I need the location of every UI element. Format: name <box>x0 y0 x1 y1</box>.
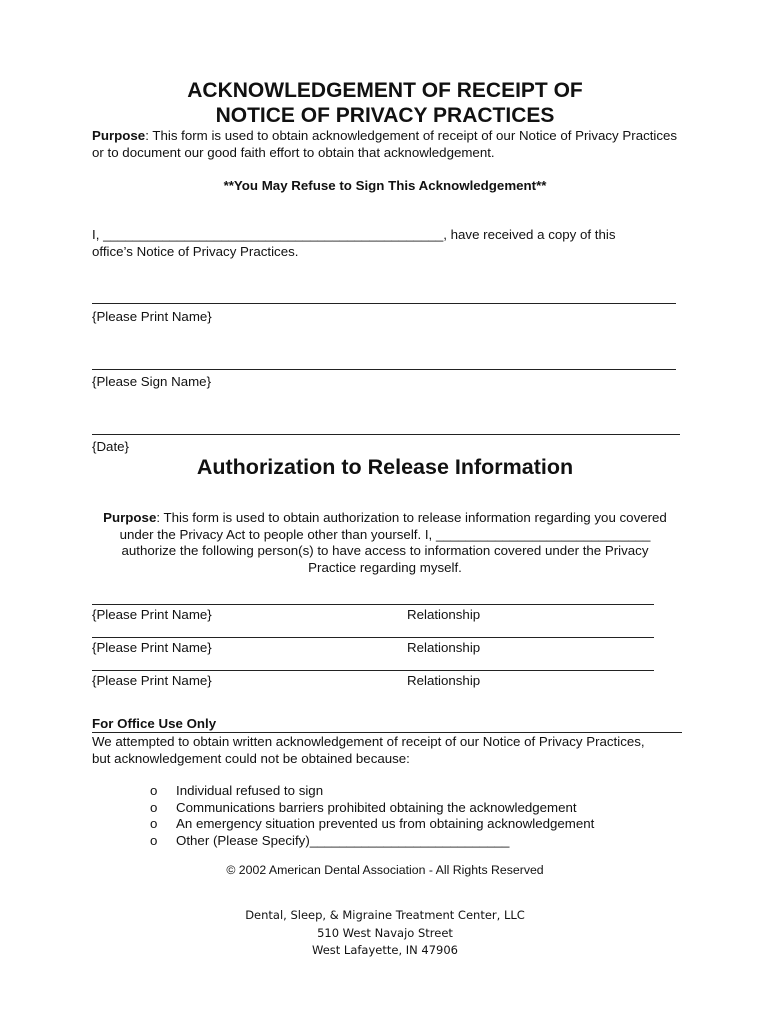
office-use-text <box>92 734 692 767</box>
ack-title-line1: ACKNOWLEDGEMENT OF RECEIPT OF <box>187 79 583 102</box>
ack-purpose-label: Purpose <box>92 128 146 143</box>
date-line[interactable] <box>92 434 680 435</box>
org-address <box>0 907 770 960</box>
office-reason-item[interactable] <box>150 783 670 800</box>
auth-title: Authorization to Release Information <box>196 455 574 479</box>
checkbox-circle-icon[interactable]: o <box>150 816 158 831</box>
office-use-heading: For Office Use Only <box>92 716 217 731</box>
office-reasons-list <box>150 783 670 849</box>
office-reason-text: Individual refused to sign <box>176 783 324 798</box>
office-reason-text: Other (Please Specify)___________________________ <box>176 832 510 848</box>
sign-name-label: {Please Sign Name} <box>92 374 212 389</box>
authorized-name-label-3: {Please Print Name} <box>92 673 212 688</box>
relationship-label-3: Relationship <box>407 673 481 688</box>
date-label: {Date} <box>92 439 129 454</box>
auth-purpose-line3: authorize the following person(s) to have access to information covered under the Privacy <box>121 543 649 558</box>
office-reason-text: Communications barriers prohibited obtaining the acknowledgement <box>176 799 577 815</box>
office-use-text-line1: We attempted to obtain written acknowledgement of receipt of our Notice of Privacy Practices, <box>92 734 645 749</box>
authorized-name-label-1: {Please Print Name} <box>92 607 212 622</box>
checkbox-circle-icon[interactable]: o <box>150 783 158 798</box>
ack-title-line2: NOTICE OF PRIVACY PRACTICES <box>215 104 555 127</box>
auth-purpose <box>60 510 710 576</box>
auth-purpose-line2: under the Privacy Act to people other than yourself. I, _____________________________ <box>119 526 651 542</box>
print-name-line[interactable] <box>92 303 676 304</box>
ack-title <box>0 78 770 128</box>
ack-statement <box>92 227 692 260</box>
checkbox-circle-icon[interactable]: o <box>150 832 158 848</box>
office-reason-item[interactable] <box>150 833 670 850</box>
ack-statement-line2: office’s Notice of Privacy Practices. <box>92 243 299 259</box>
ack-purpose <box>92 128 682 161</box>
sign-name-line[interactable] <box>92 369 676 370</box>
print-name-label: {Please Print Name} <box>92 309 212 324</box>
authorized-name-label-2: {Please Print Name} <box>92 640 212 655</box>
office-use-text-line2: but acknowledgement could not be obtained because: <box>92 750 410 766</box>
auth-purpose-line4: Practice regarding myself. <box>308 559 462 575</box>
copyright-notice: © 2002 American Dental Association - All Rights Reserved <box>226 863 544 877</box>
office-reason-text: An emergency situation prevented us from obtaining acknowledgement <box>176 816 595 831</box>
authorized-person-line-1[interactable] <box>92 604 654 605</box>
authorized-person-line-2[interactable] <box>92 637 654 638</box>
relationship-label-2: Relationship <box>407 640 481 655</box>
org-name: Dental, Sleep, & Migraine Treatment Center, LLC <box>245 908 525 922</box>
relationship-label-1: Relationship <box>407 607 481 622</box>
office-reason-item[interactable] <box>150 816 670 833</box>
office-reason-item[interactable] <box>150 800 670 817</box>
org-city: West Lafayette, IN 47906 <box>312 943 458 957</box>
ack-purpose-text: : This form is used to obtain acknowledgement of receipt of our Notice of Privacy Practices or to document our good faith effort to obtain that acknowledgement. <box>92 128 678 160</box>
ack-statement-line1: I, ______________________________________________, have received a copy of this <box>92 227 616 242</box>
auth-purpose-line1 <box>60 510 710 527</box>
auth-purpose-text1: : This form is used to obtain authorization to release information regarding you covered <box>156 510 667 525</box>
org-street: 510 West Navajo Street <box>317 925 453 940</box>
auth-purpose-label: Purpose <box>103 510 157 525</box>
checkbox-circle-icon[interactable]: o <box>150 799 158 815</box>
office-use-rule <box>92 732 682 733</box>
refuse-note: **You May Refuse to Sign This Acknowledgement** <box>223 178 547 193</box>
authorized-person-line-3[interactable] <box>92 670 654 671</box>
